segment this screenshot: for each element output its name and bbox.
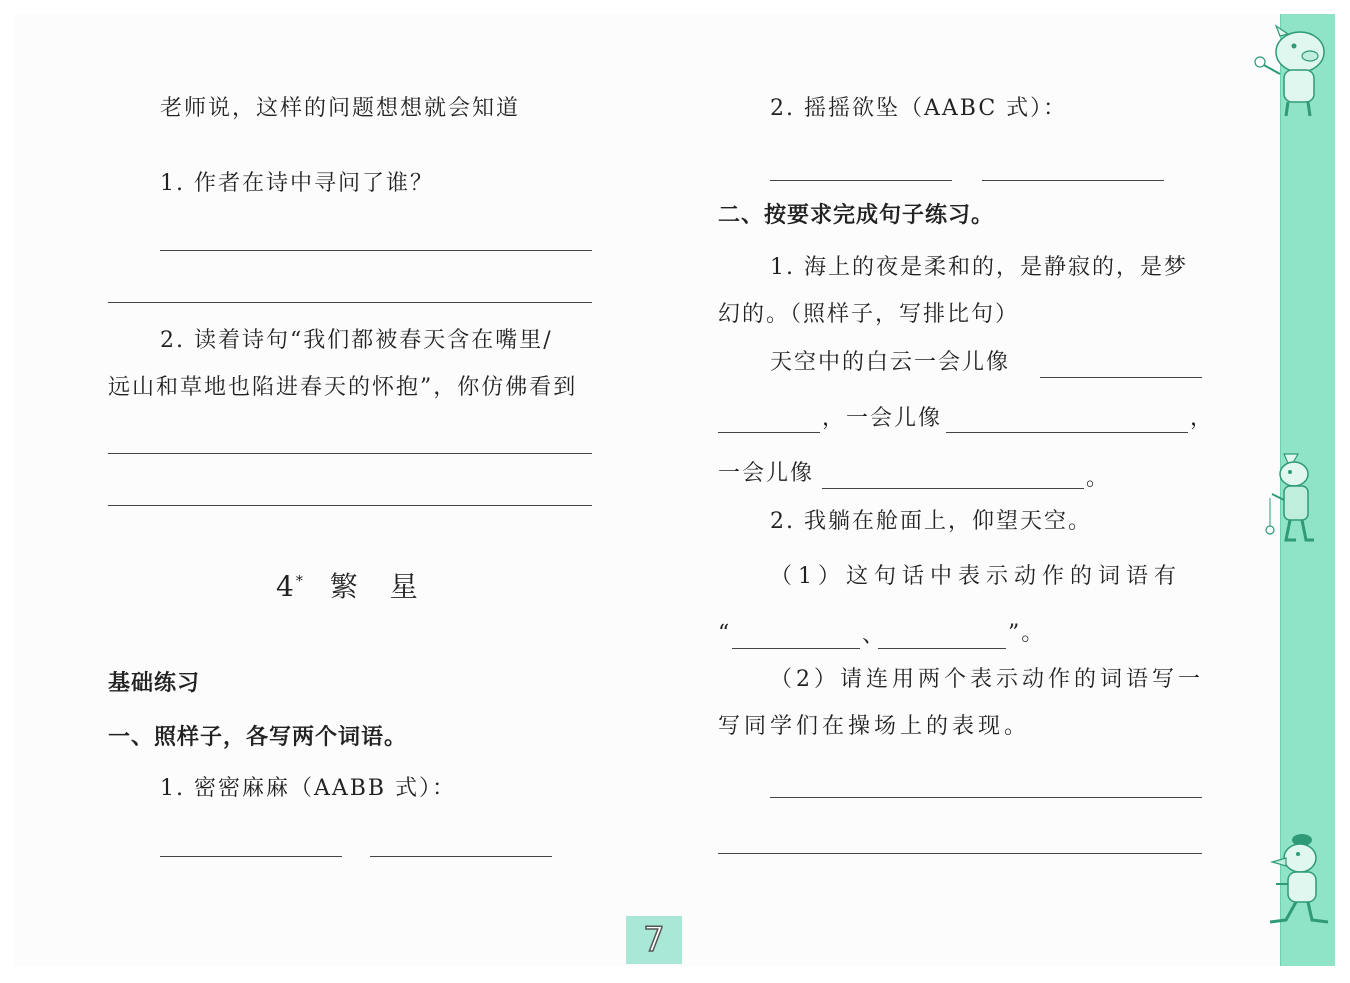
sentence-2-line1: 2. 我躺在舱面上，仰望天空。 bbox=[770, 509, 1092, 534]
part-1-item-2: 2. 摇摇欲坠（AABC 式）： bbox=[770, 96, 1068, 121]
page-number-badge bbox=[626, 916, 682, 964]
answer-blank[interactable] bbox=[982, 180, 1164, 181]
quote-close: ”。 bbox=[1008, 621, 1046, 646]
answer-line[interactable] bbox=[770, 797, 1202, 798]
lesson-title bbox=[276, 570, 420, 603]
fill-line-b-text: ，一会儿像 bbox=[822, 406, 943, 431]
part-1-heading: 一、照样子，各写两个词语。 bbox=[108, 725, 408, 750]
answer-blank[interactable] bbox=[1040, 377, 1202, 378]
duck-mascot-icon bbox=[1262, 822, 1334, 932]
answer-blank[interactable] bbox=[878, 648, 1006, 649]
lesson-mark: * bbox=[295, 573, 305, 590]
quote-open: “ bbox=[718, 621, 732, 646]
answer-blank[interactable] bbox=[770, 180, 952, 181]
fill-line-c-end: 。 bbox=[1086, 466, 1111, 491]
answer-line[interactable] bbox=[718, 853, 1202, 854]
part-1-item-1: 1. 密密麻麻（AABB 式）： bbox=[160, 776, 457, 801]
page-number: 7 bbox=[643, 920, 665, 960]
pig-mascot-icon bbox=[1252, 24, 1334, 120]
answer-line[interactable] bbox=[108, 505, 592, 506]
answer-blank[interactable] bbox=[822, 488, 1084, 489]
workbook-page bbox=[14, 14, 1334, 966]
question-2-line2: 远山和草地也陷进春天的怀抱”，你仿佛看到 bbox=[108, 375, 578, 400]
lesson-name: 繁 星 bbox=[329, 570, 420, 603]
answer-line[interactable] bbox=[160, 250, 592, 251]
sentence-2-sub2-line2: 写同学们在操场上的表现。 bbox=[718, 714, 1031, 739]
answer-blank[interactable] bbox=[160, 856, 342, 857]
fox-mascot-icon bbox=[1262, 448, 1332, 548]
sentence-2-sub1: （1）这句话中表示动作的词语有 bbox=[770, 564, 1182, 589]
answer-line[interactable] bbox=[108, 453, 592, 454]
question-1: 1. 作者在诗中寻问了谁？ bbox=[160, 171, 434, 196]
answer-line[interactable] bbox=[108, 302, 592, 303]
answer-blank[interactable] bbox=[370, 856, 552, 857]
lesson-number: 4 bbox=[276, 570, 296, 603]
intro-line: 老师说，这样的问题想想就会知道 bbox=[160, 96, 521, 121]
answer-blank[interactable] bbox=[946, 432, 1188, 433]
quote-separator: 、 bbox=[862, 623, 887, 648]
answer-blank[interactable] bbox=[732, 648, 860, 649]
sentence-1-line1: 1. 海上的夜是柔和的，是静寂的，是梦 bbox=[770, 255, 1188, 280]
answer-blank[interactable] bbox=[718, 432, 820, 433]
part-2-heading: 二、按要求完成句子练习。 bbox=[718, 203, 995, 228]
fill-line-a-text: 天空中的白云一会儿像 bbox=[770, 350, 1011, 375]
sentence-2-sub2-line1: （2）请连用两个表示动作的词语写一 bbox=[770, 667, 1204, 692]
fill-line-c-text: 一会儿像 bbox=[718, 461, 815, 486]
question-2-line1: 2. 读着诗句“我们都被春天含在嘴里/ bbox=[160, 328, 553, 353]
fill-line-b-end: ， bbox=[1190, 406, 1215, 431]
sentence-1-line2: 幻的。（照样子，写排比句） bbox=[718, 302, 1020, 327]
section-heading-basic: 基础练习 bbox=[108, 671, 201, 696]
